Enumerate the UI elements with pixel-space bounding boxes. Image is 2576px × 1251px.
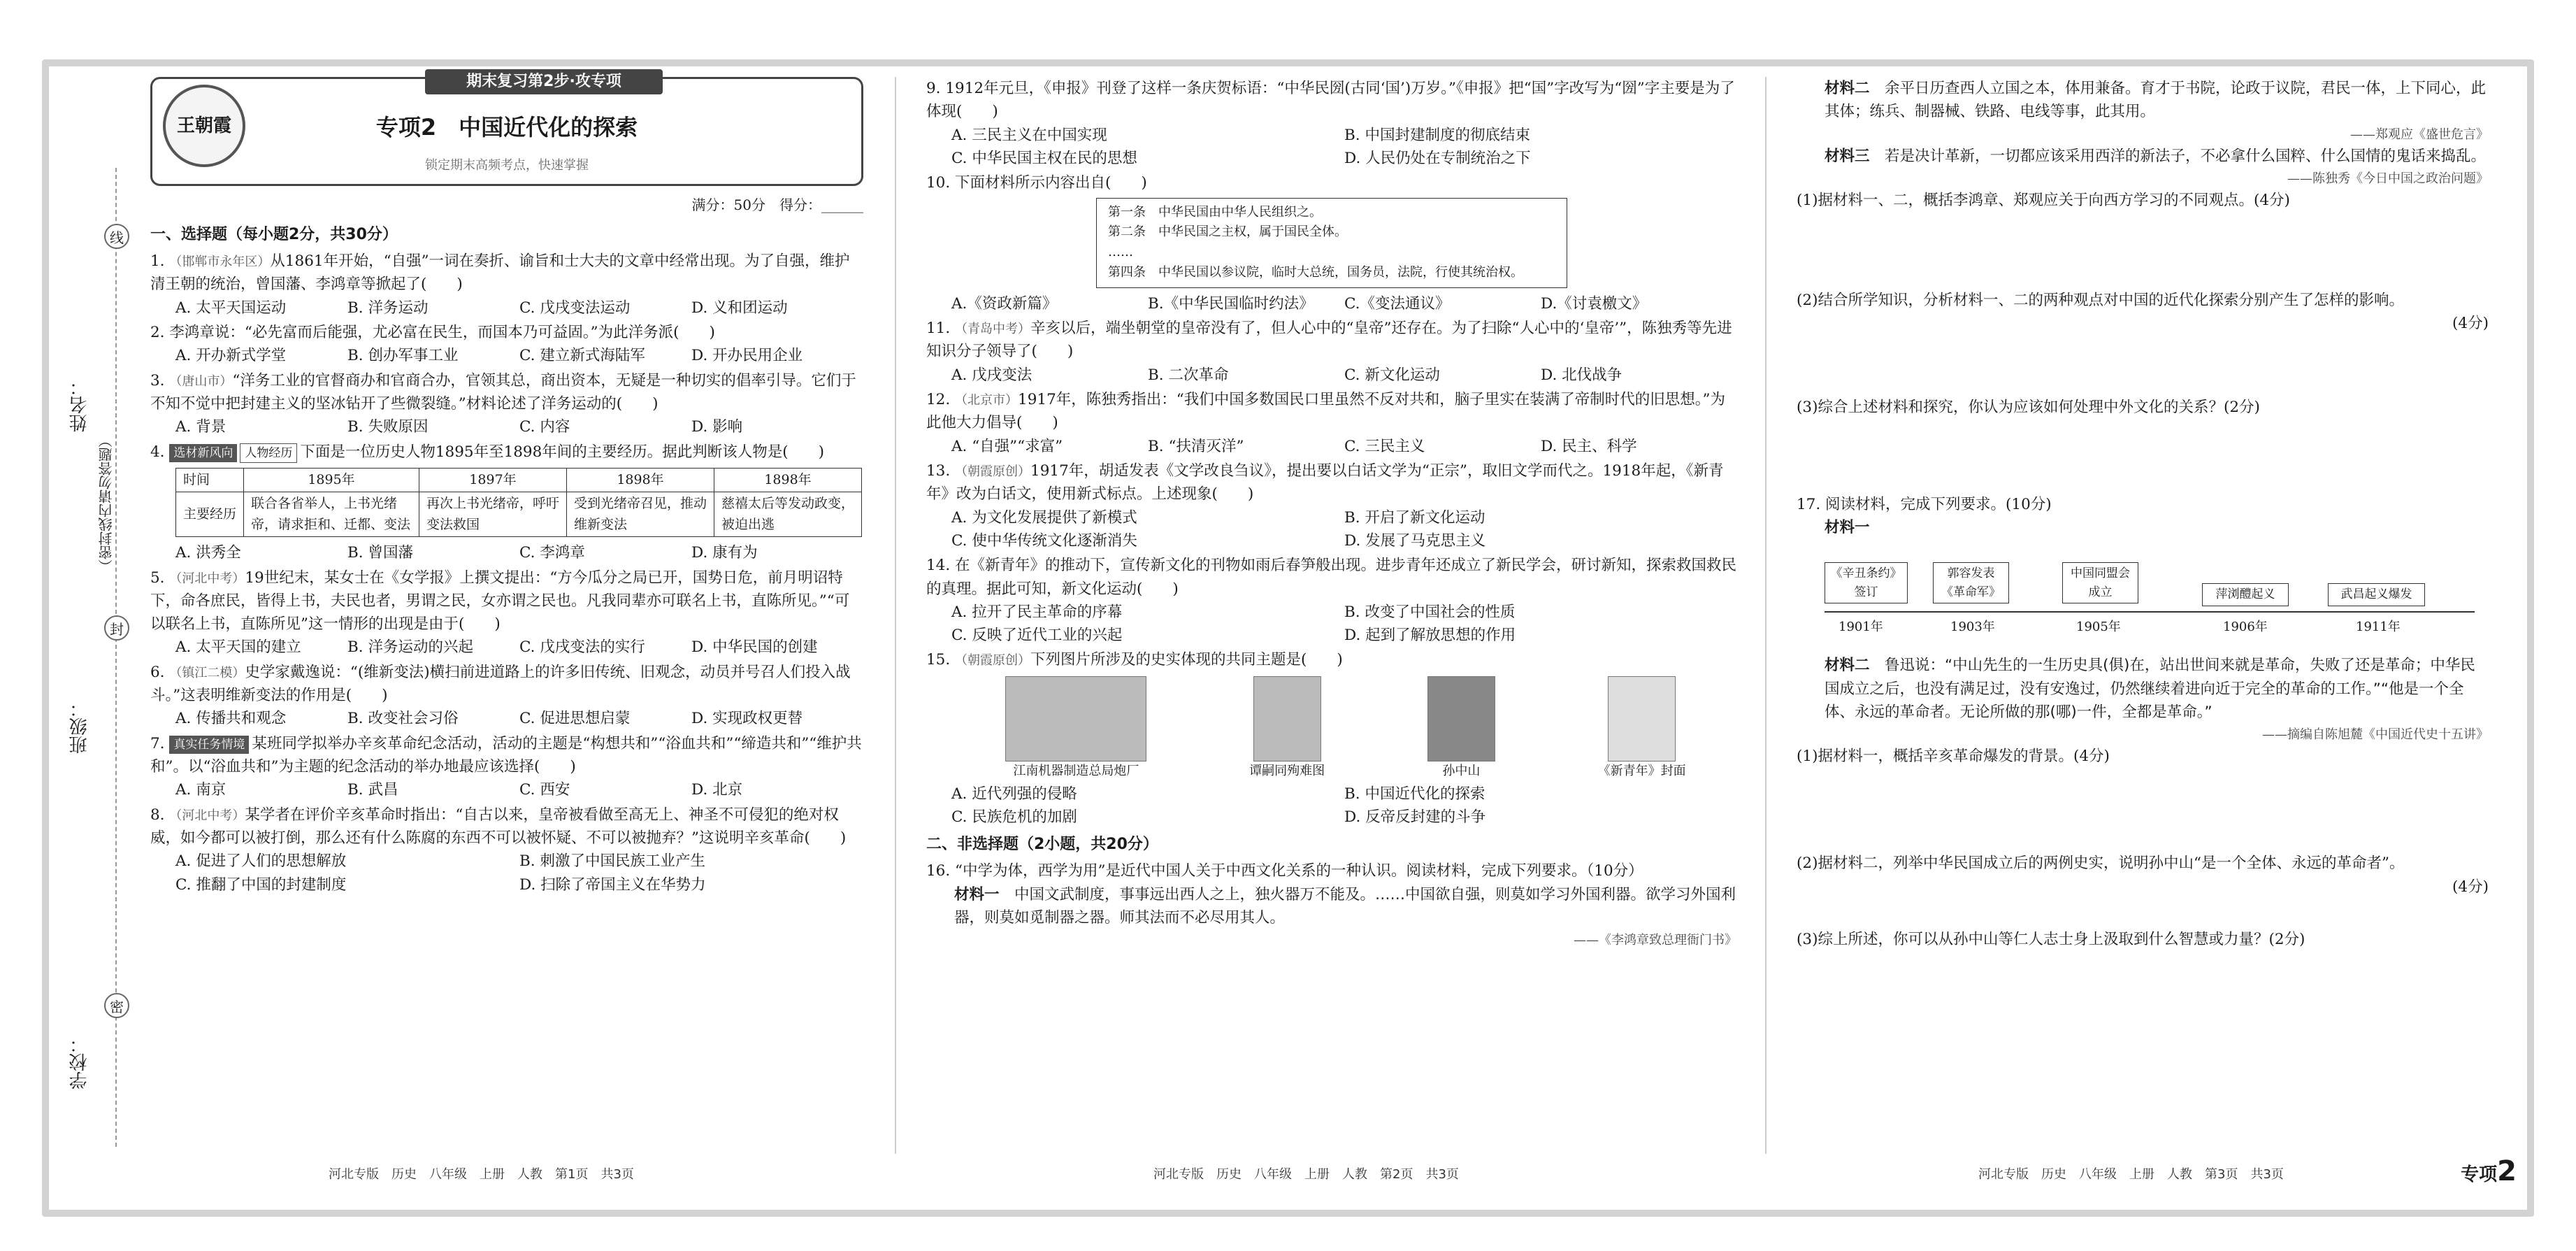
- page-footer: 河北专版 历史 八年级 上册 人教 第2页 共3页: [1153, 1167, 1459, 1182]
- options: A. 开办新式学堂 B. 创办军事工业 C. 建立新式海陆军 D. 开办民用企业: [175, 347, 803, 365]
- material-1: 材料一 中国文武制度，事事远出西人之上，独火器万不能及。……中国欲自强，则莫如学习外国利器。欲学习外国利器，则莫如觅制器之器。师其法而不必尽用其人。: [954, 885, 1736, 927]
- question-9: 9. 1912年元旦，《申报》刊登了这样一条庆贺标语：“中华民圀(古同‘国’)万岁。”《申报》把“国”字改写为“圀”字主要是为了体现( ): [926, 80, 1735, 121]
- timeline-event: 中国同盟会成立: [2062, 562, 2138, 603]
- options: A. 戊戌变法 B. 二次革命 C. 新文化运动 D. 北伐战争: [951, 366, 1622, 384]
- picture-row: 江南机器制造总局炮厂 谭嗣同殉难图 孙中山 《新青年》封面: [926, 676, 1737, 781]
- material-label: 材料一: [1825, 518, 1870, 536]
- timeline-year: 1905年: [2076, 620, 2121, 635]
- material-2: 材料二 鲁迅说：“中山先生的一生历史具(俱)在，站出世间来就是革命，失败了还是革命；中华民国成立之后，也没有满足过，没有安逸过，仍然继续着进向近于完全的革命的工作。”“他是一个全体、永远的革命者。无论所做的那(哪)一件，全都是革命。”: [1825, 657, 2475, 721]
- question-6: 6. （镇江二模）史学家戴逸说：“(维新变法)横扫前进道路上的许多旧传统、旧观念，动员并号召人们投入战斗。”这表明维新变法的作用是( ): [150, 663, 851, 705]
- sun-yatsen-portrait: [1427, 676, 1495, 762]
- timeline: [1797, 545, 2489, 650]
- column-3: [1797, 77, 2489, 951]
- question-3: 3. （唐山市）“洋务工业的官督商办和官商合办，官领其总，商出资本，无疑是一种切实的倡率引导。它们于不知不觉中把封建主义的坚冰钻开了些微裂缝。”材料论述了洋务运动的( ): [150, 371, 856, 413]
- sub-question: (1)据材料一，概括辛亥革命爆发的背景。(4分): [1797, 748, 2110, 766]
- answer-space[interactable]: [1797, 312, 2489, 396]
- question-11: 11. （青岛中考）辛亥以后，端坐朝堂的皇帝没有了，但人心中的“皇帝”还存在。为了扫除“人心中的‘皇帝’”，陈独秀等先进知识分子领导了( ): [926, 320, 1732, 361]
- question-15: 15. （朝霞原创）下列图片所涉及的史实体现的共同主题是( ): [926, 651, 1343, 669]
- options: A. 拉开了民主革命的序幕 B. 改变了中国社会的性质 C. 反映了近代工业的兴起 D. 起到了解放思想的作用: [951, 603, 1516, 645]
- question-5: 5. （河北中考）19世纪末，某女士在《女学报》上撰文提出：“方今瓜分之局已开，国势日危，前月明诏特下，命各庶民，皆得上书，夫民也者，男谓之民，女亦谓之民也。凡我同辈亦可联名上书，直陈所见。”“可以联名上书，直陈所见”这一情形的出现是由于( ): [150, 569, 850, 634]
- experience-table: 时间 1895年 1897年 1898年 1898年 主要经历 联合各省举人，上书光绪帝，请求拒和、迁都、变法 再次上书光绪帝，呼吁变法救国 受到光绪帝召见，推动维新变法 慈禧太后等发动政变，被迫出逃: [175, 468, 862, 537]
- binding-margin: [52, 140, 136, 1147]
- column-divider: [895, 77, 896, 1154]
- options: A. 太平天国的建立 B. 洋务运动的兴起 C. 戊戌变法的实行 D. 中华民国的创建: [175, 638, 818, 657]
- tan-sitong-painting: [1253, 676, 1321, 762]
- score-line: 满分：50分 得分：______: [691, 196, 863, 213]
- options: A. 为文化发展提供了新模式 B. 开启了新文化运动 C. 使中华传统文化逐渐消失 D. 发展了马克思主义: [951, 508, 1486, 550]
- citation: ——陈独秀《今日中国之政治问题》: [2287, 171, 2489, 186]
- question-2: 2. 李鸿章说：“必先富而后能强，尤必富在民生，而国本乃可益固。”为此洋务派( ): [150, 324, 715, 342]
- citation: ——郑观应《盛世危言》: [2350, 127, 2489, 142]
- seal-note: （密封线内请勿答题）: [98, 434, 115, 573]
- options: A. 背景 B. 失败原因 C. 内容 D. 影响: [175, 418, 743, 436]
- seal-mark-seal: 封: [104, 615, 129, 641]
- seal-mark-secret: 密: [104, 993, 129, 1018]
- material-2: 材料二 余平日历查西人立国之本，体用兼备。育才于书院，论政于议院，君民一体，上下同心，此其体；练兵、制器械、铁路、电线等事，此其用。: [1825, 80, 2487, 121]
- options: A. 太平天国运动 B. 洋务运动 C. 戊戌变法运动 D. 义和团运动: [175, 299, 788, 317]
- sub-question: (1)据材料一、二，概括李鸿章、郑观应关于向西方学习的不同观点。(4分): [1797, 191, 2290, 209]
- question-17: 17. 阅读材料，完成下列要求。(10分): [1797, 495, 2052, 513]
- options: A. 传播共和观念 B. 改变社会习俗 C. 促进思想启蒙 D. 实现政权更替: [175, 710, 803, 728]
- name-label: 姓名：: [69, 378, 90, 432]
- timeline-year: 1903年: [1950, 620, 1995, 635]
- question-1: 1. （邯郸市永年区）从1861年开始，“自强”一词在奏折、谕旨和士大夫的文章中经常出现。为了自强，维护清王朝的统治，曾国藩、李鸿章等掀起了( ): [150, 252, 850, 294]
- question-4: 4. 选材新风向 人物经历 下面是一位历史人物1895年至1898年间的主要经历。据此判断该人物是( ): [150, 441, 863, 464]
- timeline-year: 1901年: [1839, 620, 1883, 635]
- brand-logo: 王朝霞: [163, 85, 245, 167]
- answer-space[interactable]: [1797, 420, 2489, 493]
- section-heading: 二、非选择题（2小题，共20分）: [926, 836, 1158, 854]
- new-youth-cover: [1608, 676, 1676, 762]
- constitution-excerpt: 第一条 中华民国由中华人民组织之。 第二条 中华民国之主权，属于国民全体。 …… 第四条 中华民国以参议院，临时大总统，国务员，法院，行使其统治权。: [1096, 198, 1567, 288]
- seal-mark-line: 线: [104, 224, 129, 249]
- citation: ——摘编自陈旭麓《中国近代史十五讲》: [2262, 727, 2489, 743]
- arsenal-photo: [1005, 676, 1146, 762]
- question-14: 14. 在《新青年》的推动下，宣传新文化的刊物如雨后春笋般出现。进步青年还成立了新民学会，研讨新知，探索救国救民的真理。据此可知，新文化运动( ): [926, 557, 1737, 598]
- options: A. “自强”“求富” B. “扶清灭洋” C. 三民主义 D. 民主、科学: [951, 437, 1637, 455]
- question-12: 12. （北京市）1917年，陈独秀指出：“我们中国多数国民口里虽然不反对共和，脑子里实在装满了帝制时代的旧思想。”为此他大力倡导( ): [926, 391, 1725, 432]
- column-1: [150, 72, 863, 898]
- page-title: 专项2 中国近代化的探索: [375, 114, 638, 141]
- material-3: 材料三 若是决计革新，一切都应该采用西洋的新法子，不必拿什么国粹、什么国情的鬼话来捣乱。: [1825, 147, 2487, 165]
- page-footer: 河北专版 历史 八年级 上册 人教 第3页 共3页: [1978, 1167, 2284, 1182]
- options: A. 三民主义在中国实现 B. 中国封建制度的彻底结束 C. 中华民国主权在民的思想 D. 人民仍处在专制统治之下: [951, 126, 1531, 167]
- answer-space[interactable]: [1797, 875, 2489, 928]
- question-8: 8. （河北中考）某学者在评价辛亥革命时指出：“自古以来，皇帝被看做至高无上、神圣不可侵犯的绝对权威，如今都可以被打倒，那么还有什么陈腐的东西不可以被怀疑、不可以被抛弃？”这说明辛亥革命( ): [150, 806, 847, 847]
- column-divider: [1765, 77, 1766, 1154]
- timeline-year: 1906年: [2223, 620, 2268, 635]
- timeline-event: 萍浏醴起义: [2202, 583, 2289, 606]
- timeline-event: 《辛丑条约》签订: [1825, 562, 1908, 603]
- sub-question: (2)结合所学知识，分析材料一、二的两种观点对中国的近代化探索分别产生了怎样的影响。 (4分): [1797, 292, 2489, 333]
- answer-space[interactable]: [1797, 212, 2489, 289]
- header-banner: 期末复习第2步·攻专项: [425, 69, 663, 94]
- sub-question: (3)综合上述材料和探究，你认为应该如何处理中外文化的关系？(2分): [1797, 399, 2260, 417]
- timeline-axis: [1825, 611, 2475, 613]
- page-footer: 河北专版 历史 八年级 上册 人教 第1页 共3页: [329, 1167, 634, 1182]
- question-16: 16. “中学为体，西学为用”是近代中国人关于中西文化关系的一种认识。阅读材料，完成下列要求。（10分）: [926, 862, 1643, 880]
- column-2: [926, 77, 1737, 950]
- school-label: 学校：: [69, 1035, 90, 1089]
- sub-question: (3)综上所述，你可以从孙中山等仁人志士身上汲取到什么智慧或力量？(2分): [1797, 930, 2305, 948]
- options: A. 洪秀全 B. 曾国藩 C. 李鸿章 D. 康有为: [175, 544, 758, 562]
- topic-badge: 专项2: [2461, 1155, 2517, 1187]
- citation: ——《李鸿章致总理衙门书》: [1574, 933, 1737, 948]
- section-heading: 一、选择题（每小题2分，共30分）: [150, 226, 398, 243]
- question-10: 10. 下面材料所示内容出自( ): [926, 174, 1147, 192]
- answer-space[interactable]: [1797, 768, 2489, 852]
- options: A.《资政新篇》 B.《中华民国临时约法》 C.《变法通议》 D.《讨袁檄文》: [951, 294, 1648, 313]
- timeline-event: 郭容发表《革命军》: [1933, 562, 2009, 603]
- options: A. 南京 B. 武昌 C. 西安 D. 北京: [175, 781, 743, 799]
- options: A. 近代列强的侵略 B. 中国近代化的探索 C. 民族危机的加剧 D. 反帝反封建的斗争: [951, 785, 1486, 826]
- question-13: 13. （朝霞原创）1917年，胡适发表《文学改良刍议》，提出要以白话文学为“正宗”，取旧文学而代之。1918年起，《新青年》改为白话文，使用新式标点。上述现象( ): [926, 462, 1724, 503]
- class-label: 班级：: [69, 699, 90, 754]
- sub-question: (2)据材料二，列举中华民国成立后的两例史实，说明孙中山“是一个全体、永远的革命者”。 (4分): [1797, 855, 2489, 896]
- options: A. 促进了人们的思想解放 B. 刺激了中国民族工业产生 C. 推翻了中国的封建制度 D. 扫除了帝国主义在华势力: [175, 852, 706, 894]
- timeline-year: 1911年: [2356, 620, 2401, 635]
- question-7: 7. 真实任务情境 某班同学拟举办辛亥革命纪念活动，活动的主题是“构想共和”“浴血共和”“缔造共和”“维护共和”。以“浴血共和”为主题的纪念活动的举办地最应该选择( ): [150, 734, 862, 776]
- header-box: [150, 72, 863, 186]
- page-subtitle: 锁定期末高频考点，快速掌握: [425, 158, 589, 173]
- timeline-event: 武昌起义爆发: [2328, 583, 2425, 606]
